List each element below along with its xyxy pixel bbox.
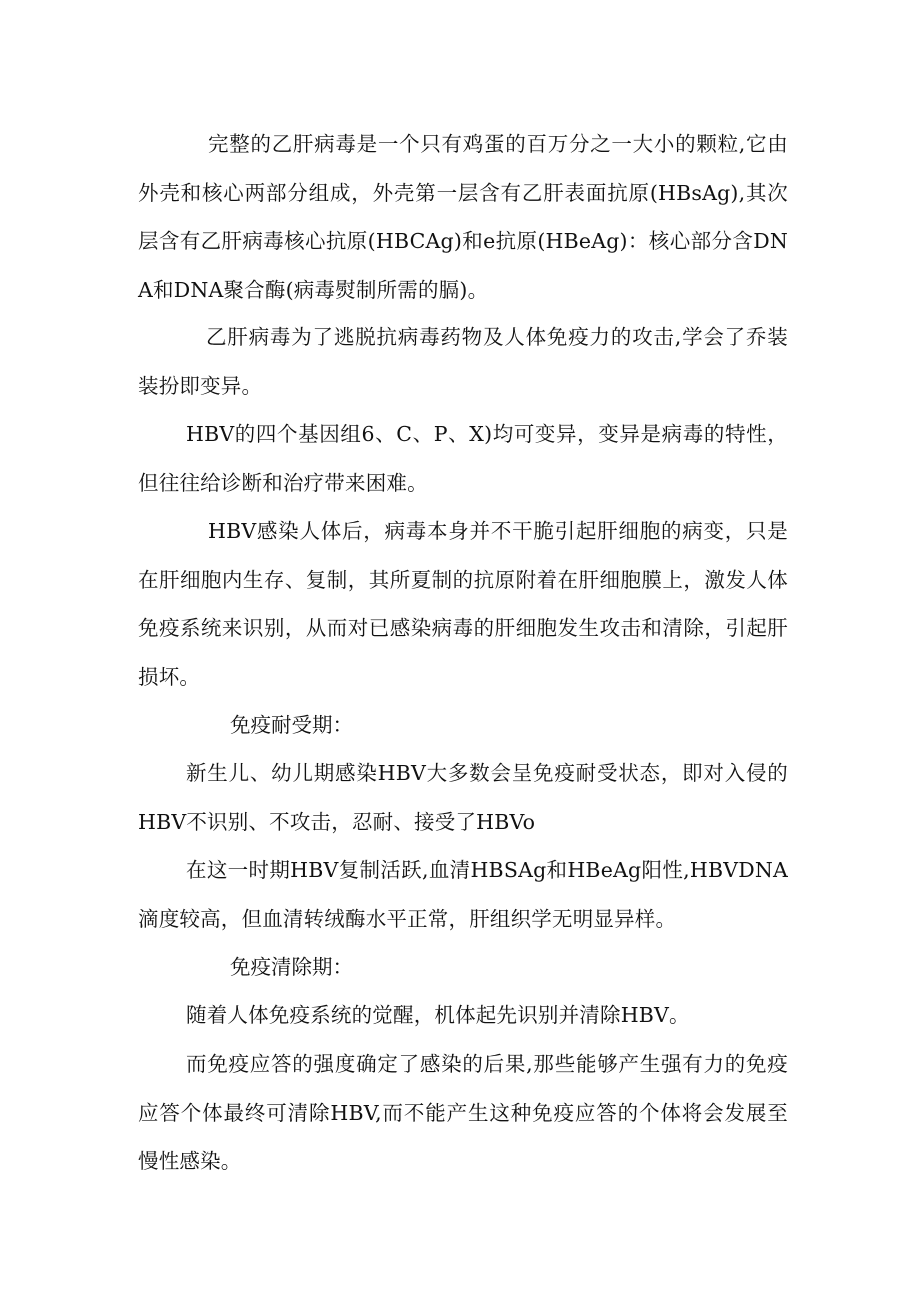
paragraph-replication-phase: 在这一时期HBV复制活跃,血清HBSAg和HBeAg阳性,HBVDNA滴度较高，但血清转绒酶水平正常，肝组织学无明显异样。	[138, 858, 788, 931]
paragraph-immune-tolerance: 新生儿、幼儿期感染HBV大多数会呈免疫耐受状态，即对入侵的HBV不识别、不攻击，忍耐、接受了HBVo	[138, 761, 788, 834]
section-heading-immune-clearance: 免疫清除期：	[230, 955, 353, 979]
paragraph-hbv-genome: HBV的四个基因组6、C、P、X)均可变异，变异是病毒的特性，但往往给诊断和治疗带来困难。	[138, 422, 788, 495]
paragraph-immune-response: 而免疫应答的强度确定了感染的后果,那些能够产生强有力的免疫应答个体最终可清除HBV,而不能产生这种免疫应答的个体将会发展至慢性感染。	[138, 1052, 788, 1173]
section-heading-immune-tolerance: 免疫耐受期：	[230, 713, 353, 737]
paragraph-immune-awakening: 随着人体免疫系统的觉醒，机体起先识别并清除HBV。	[186, 1003, 690, 1027]
paragraph-hbv-infection: HBV感染人体后，病毒本身并不干脆引起肝细胞的病变，只是在肝细胞内生存、复制，其所夏制的抗原附着在肝细胞膜上，激发人体免疫系统来识别，从而对已感染病毒的肝细胞发生攻击和清除，引起肝损坏。	[138, 519, 788, 689]
paragraph-hbv-structure: 完整的乙肝病毒是一个只有鸡蛋的百万分之一大小的颗粒,它由外壳和核心两部分组成，外壳第一层含有乙肝表面抗原(HBsAg),其次层含有乙肝病毒核心抗原(HBCAg)和e抗原(HBeAg)：核心部分含DNA和DNA聚合酶(病毒熨制所需的膈)。	[138, 132, 788, 302]
paragraph-hbv-mutation: 乙肝病毒为了逃脱抗病毒药物及人体免疫力的攻击,学会了乔装装扮即变异。	[138, 325, 788, 398]
